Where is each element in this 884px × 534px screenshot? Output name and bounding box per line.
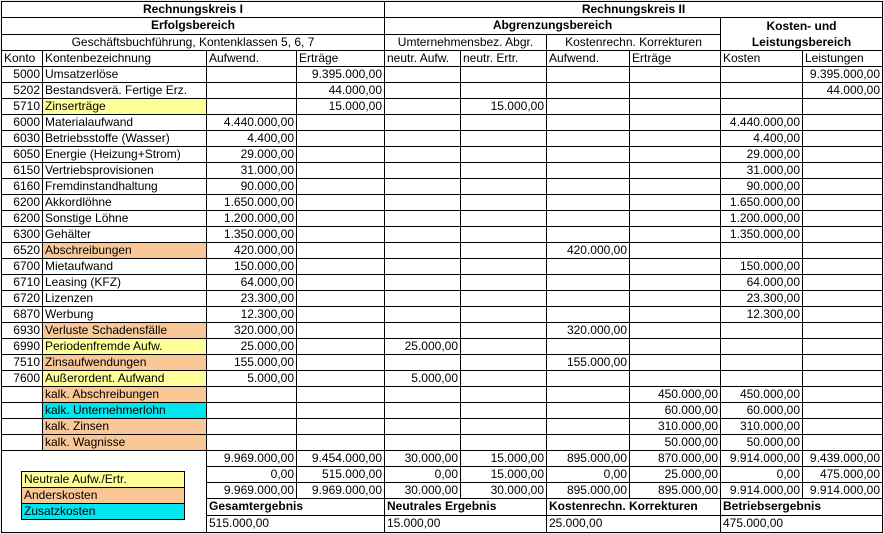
row-kertr-cell[interactable] [630,147,721,163]
total-cell[interactable]: 0,00 [207,467,297,483]
row-konto-cell[interactable] [2,403,43,419]
row-aufw-cell[interactable]: 29.000,00 [207,147,297,163]
row-name-cell[interactable]: Bestandsverä. Fertige Erz. [43,83,207,99]
row-kertr-cell[interactable]: 450.000,00 [630,387,721,403]
row-konto-cell[interactable]: 5202 [2,83,43,99]
column-header[interactable]: Leistungen [803,51,883,67]
row-naufw-cell[interactable] [385,99,461,115]
row-kosten-cell[interactable] [721,83,803,99]
row-kertr-cell[interactable] [630,355,721,371]
row-leist-cell[interactable]: 9.395.000,00 [803,67,883,83]
header-kosten-leistungsbereich [721,18,883,51]
total-cell[interactable]: 15.000,00 [461,467,547,483]
column-header[interactable]: Aufwend. [207,51,297,67]
row-naufw-cell[interactable] [385,355,461,371]
row-naufw-cell[interactable] [385,387,461,403]
spreadsheet [1,1,883,533]
row-kosten-cell[interactable]: 90.000,00 [721,179,803,195]
row-nertr-cell[interactable] [461,307,547,323]
total-cell[interactable]: 9.969.000,00 [207,451,297,467]
row-name-cell[interactable]: Sonstige Löhne [43,211,207,227]
row-aufw-cell[interactable] [207,403,297,419]
row-kosten-cell[interactable]: 50.000,00 [721,435,803,451]
row-naufw-cell[interactable] [385,83,461,99]
row-kaufw-cell[interactable] [547,387,630,403]
total-cell[interactable]: 895.000,00 [630,483,721,499]
column-header[interactable]: Erträge [630,51,721,67]
row-konto-cell[interactable]: 6160 [2,179,43,195]
row-kosten-cell[interactable] [721,355,803,371]
legend-item: Zusatzkosten [21,503,185,520]
row-kosten-cell[interactable]: 150.000,00 [721,259,803,275]
total-cell[interactable]: 30.000,00 [385,483,461,499]
result-label: Gesamtergebnis [207,499,385,516]
row-aufw-cell[interactable]: 23.300,00 [207,291,297,307]
row-konto-cell[interactable]: 7600 [2,371,43,387]
row-kaufw-cell[interactable] [547,83,630,99]
row-ertr-cell[interactable] [297,163,385,179]
result-value[interactable]: 515.000,00 [207,516,385,533]
header-rechnungskreis-1: Rechnungskreis I [2,2,385,18]
total-cell[interactable]: 9.439.000,00 [803,451,883,467]
row-ertr-cell[interactable] [297,339,385,355]
row-nertr-cell[interactable]: 15.000,00 [461,99,547,115]
header-abgrenzungsbereich: Abgrenzungsbereich [385,18,721,35]
row-ertr-cell[interactable] [297,387,385,403]
row-konto-cell[interactable]: 6000 [2,115,43,131]
header-kosten-line2: Leistungsbereich [751,35,852,49]
row-name-cell[interactable]: Verluste Schadensfälle [43,323,207,339]
row-leist-cell[interactable] [803,115,883,131]
row-nertr-cell[interactable] [461,67,547,83]
row-leist-cell[interactable] [803,435,883,451]
row-ertr-cell[interactable]: 9.395.000,00 [297,67,385,83]
column-header[interactable]: Erträge [297,51,385,67]
row-leist-cell[interactable] [803,323,883,339]
column-header[interactable]: neutr. Aufw. [385,51,461,67]
legend-item: Anderskosten [21,487,185,504]
row-naufw-cell[interactable] [385,211,461,227]
row-ertr-cell[interactable] [297,195,385,211]
row-kertr-cell[interactable] [630,323,721,339]
total-cell[interactable]: 475.000,00 [803,467,883,483]
column-header[interactable]: Kosten [721,51,803,67]
row-name-cell[interactable]: Außerordent. Aufwand [43,371,207,387]
row-kaufw-cell[interactable]: 320.000,00 [547,323,630,339]
row-leist-cell[interactable] [803,419,883,435]
row-name-cell[interactable]: Vertriebsprovisionen [43,163,207,179]
row-kosten-cell[interactable] [721,323,803,339]
row-kertr-cell[interactable] [630,307,721,323]
row-konto-cell[interactable]: 6030 [2,131,43,147]
row-kaufw-cell[interactable] [547,227,630,243]
total-cell[interactable]: 30.000,00 [461,483,547,499]
row-kertr-cell[interactable] [630,179,721,195]
row-leist-cell[interactable] [803,147,883,163]
row-nertr-cell[interactable] [461,387,547,403]
row-leist-cell[interactable] [803,179,883,195]
total-cell[interactable]: 15.000,00 [461,451,547,467]
row-aufw-cell[interactable]: 320.000,00 [207,323,297,339]
row-aufw-cell[interactable]: 31.000,00 [207,163,297,179]
row-leist-cell[interactable] [803,291,883,307]
row-konto-cell[interactable]: 6200 [2,195,43,211]
row-nertr-cell[interactable] [461,339,547,355]
row-name-cell[interactable]: kalk. Abschreibungen [43,387,207,403]
row-kaufw-cell[interactable] [547,435,630,451]
result-value[interactable]: 475.000,00 [721,516,883,533]
row-name-cell[interactable]: Mietaufwand [43,259,207,275]
row-kosten-cell[interactable] [721,371,803,387]
header-geschaeftsbuchfuehrung: Geschäftsbuchführung, Kontenklassen 5, 6, 7 [2,35,385,51]
row-nertr-cell[interactable] [461,227,547,243]
total-cell[interactable]: 9.969.000,00 [207,483,297,499]
row-ertr-cell[interactable] [297,179,385,195]
row-kaufw-cell[interactable] [547,163,630,179]
row-kaufw-cell[interactable] [547,131,630,147]
row-ertr-cell[interactable]: 15.000,00 [297,99,385,115]
row-kaufw-cell[interactable] [547,195,630,211]
row-kaufw-cell[interactable] [547,339,630,355]
row-naufw-cell[interactable] [385,259,461,275]
row-kosten-cell[interactable]: 1.650.000,00 [721,195,803,211]
row-konto-cell[interactable] [2,419,43,435]
total-cell[interactable]: 9.454.000,00 [297,451,385,467]
row-kertr-cell[interactable] [630,131,721,147]
row-konto-cell[interactable]: 6700 [2,259,43,275]
row-leist-cell[interactable] [803,195,883,211]
row-kaufw-cell[interactable] [547,403,630,419]
row-name-cell[interactable]: Betriebsstoffe (Wasser) [43,131,207,147]
row-leist-cell[interactable] [803,307,883,323]
row-leist-cell[interactable] [803,227,883,243]
row-kosten-cell[interactable]: 4.400,00 [721,131,803,147]
row-kaufw-cell[interactable] [547,67,630,83]
row-aufw-cell[interactable]: 1.650.000,00 [207,195,297,211]
row-naufw-cell[interactable] [385,195,461,211]
row-konto-cell[interactable]: 6150 [2,163,43,179]
row-name-cell[interactable]: Gehälter [43,227,207,243]
row-nertr-cell[interactable] [461,211,547,227]
header-rechnungskreis-2: Rechnungskreis II [385,2,883,18]
total-cell[interactable]: 25.000,00 [630,467,721,483]
row-naufw-cell[interactable] [385,291,461,307]
row-konto-cell[interactable]: 5710 [2,99,43,115]
row-nertr-cell[interactable] [461,259,547,275]
row-konto-cell[interactable]: 6300 [2,227,43,243]
row-name-cell[interactable]: kalk. Wagnisse [43,435,207,451]
row-kosten-cell[interactable] [721,243,803,259]
row-kosten-cell[interactable]: 12.300,00 [721,307,803,323]
column-header[interactable]: Kontenbezeichnung [43,51,207,67]
row-kertr-cell[interactable] [630,291,721,307]
total-cell[interactable]: 870.000,00 [630,451,721,467]
row-ertr-cell[interactable] [297,227,385,243]
row-kaufw-cell[interactable] [547,371,630,387]
row-konto-cell[interactable]: 6990 [2,339,43,355]
row-leist-cell[interactable] [803,99,883,115]
row-kaufw-cell[interactable] [547,211,630,227]
row-aufw-cell[interactable]: 4.440.000,00 [207,115,297,131]
row-aufw-cell[interactable] [207,99,297,115]
row-kertr-cell[interactable] [630,243,721,259]
row-naufw-cell[interactable] [385,243,461,259]
row-leist-cell[interactable] [803,355,883,371]
row-kertr-cell[interactable]: 60.000,00 [630,403,721,419]
row-ertr-cell[interactable] [297,243,385,259]
row-leist-cell[interactable] [803,211,883,227]
row-kosten-cell[interactable]: 60.000,00 [721,403,803,419]
row-nertr-cell[interactable] [461,195,547,211]
row-nertr-cell[interactable] [461,435,547,451]
row-aufw-cell[interactable] [207,435,297,451]
row-ertr-cell[interactable] [297,307,385,323]
row-name-cell[interactable]: Zinsaufwendungen [43,355,207,371]
row-leist-cell[interactable] [803,275,883,291]
row-leist-cell[interactable] [803,371,883,387]
result-label: Neutrales Ergebnis [385,499,547,516]
row-kertr-cell[interactable] [630,115,721,131]
row-naufw-cell[interactable]: 25.000,00 [385,339,461,355]
row-kosten-cell[interactable]: 64.000,00 [721,275,803,291]
row-name-cell[interactable]: Fremdinstandhaltung [43,179,207,195]
total-cell[interactable]: 9.914.000,00 [721,451,803,467]
row-kaufw-cell[interactable] [547,99,630,115]
row-naufw-cell[interactable] [385,67,461,83]
row-nertr-cell[interactable] [461,371,547,387]
header-kostenrechn-korrekturen: Kostenrechn. Korrekturen [547,35,721,51]
total-cell[interactable]: 9.969.000,00 [297,483,385,499]
row-kosten-cell[interactable] [721,67,803,83]
row-kosten-cell[interactable]: 29.000,00 [721,147,803,163]
row-kosten-cell[interactable]: 4.440.000,00 [721,115,803,131]
row-ertr-cell[interactable] [297,355,385,371]
row-ertr-cell[interactable] [297,259,385,275]
row-name-cell[interactable]: Werbung [43,307,207,323]
row-naufw-cell[interactable] [385,323,461,339]
row-kaufw-cell[interactable] [547,275,630,291]
row-kosten-cell[interactable]: 31.000,00 [721,163,803,179]
row-kaufw-cell[interactable] [547,419,630,435]
column-header[interactable]: neutr. Ertr. [461,51,547,67]
row-naufw-cell[interactable] [385,275,461,291]
row-nertr-cell[interactable] [461,131,547,147]
row-leist-cell[interactable] [803,259,883,275]
row-leist-cell[interactable] [803,339,883,355]
row-ertr-cell[interactable] [297,275,385,291]
row-kosten-cell[interactable]: 1.350.000,00 [721,227,803,243]
row-aufw-cell[interactable]: 1.350.000,00 [207,227,297,243]
row-ertr-cell[interactable] [297,371,385,387]
row-nertr-cell[interactable] [461,355,547,371]
legend-item: Neutrale Aufw./Ertr. [21,471,185,488]
row-kertr-cell[interactable] [630,259,721,275]
row-kertr-cell[interactable] [630,211,721,227]
row-name-cell[interactable]: Periodenfremde Aufw. [43,339,207,355]
row-nertr-cell[interactable] [461,83,547,99]
row-kertr-cell[interactable] [630,227,721,243]
row-leist-cell[interactable] [803,243,883,259]
row-kosten-cell[interactable] [721,339,803,355]
row-naufw-cell[interactable] [385,131,461,147]
row-kertr-cell[interactable] [630,275,721,291]
row-aufw-cell[interactable]: 25.000,00 [207,339,297,355]
row-aufw-cell[interactable]: 90.000,00 [207,179,297,195]
row-naufw-cell[interactable] [385,419,461,435]
row-kaufw-cell[interactable] [547,115,630,131]
row-kertr-cell[interactable] [630,83,721,99]
row-name-cell[interactable]: Umsatzerlöse [43,67,207,83]
row-kaufw-cell[interactable] [547,179,630,195]
row-naufw-cell[interactable] [385,403,461,419]
row-ertr-cell[interactable] [297,403,385,419]
row-kosten-cell[interactable]: 450.000,00 [721,387,803,403]
row-name-cell[interactable]: Abschreibungen [43,243,207,259]
row-leist-cell[interactable] [803,131,883,147]
row-naufw-cell[interactable] [385,179,461,195]
row-naufw-cell[interactable] [385,163,461,179]
row-kaufw-cell[interactable] [547,291,630,307]
total-cell[interactable]: 0,00 [721,467,803,483]
header-erfolgsbereich: Erfolgsbereich [2,18,385,35]
row-konto-cell[interactable]: 7510 [2,355,43,371]
row-kertr-cell[interactable] [630,99,721,115]
row-konto-cell[interactable]: 6050 [2,147,43,163]
row-leist-cell[interactable]: 44.000,00 [803,83,883,99]
total-cell[interactable]: 0,00 [547,467,630,483]
row-name-cell[interactable]: Materialaufwand [43,115,207,131]
row-konto-cell[interactable]: 6930 [2,323,43,339]
row-kertr-cell[interactable] [630,195,721,211]
column-header[interactable]: Aufwend. [547,51,630,67]
row-name-cell[interactable]: kalk. Zinsen [43,419,207,435]
row-konto-cell[interactable]: 6200 [2,211,43,227]
row-kosten-cell[interactable]: 310.000,00 [721,419,803,435]
total-cell[interactable]: 515.000,00 [297,467,385,483]
row-nertr-cell[interactable] [461,179,547,195]
row-konto-cell[interactable]: 6710 [2,275,43,291]
row-leist-cell[interactable] [803,387,883,403]
row-ertr-cell[interactable] [297,147,385,163]
result-label: Kostenrechn. Korrekturen [547,499,721,516]
row-kertr-cell[interactable]: 310.000,00 [630,419,721,435]
row-aufw-cell[interactable]: 5.000,00 [207,371,297,387]
result-label: Betriebsergebnis [721,499,883,516]
header-kosten-line1: Kosten- und [766,19,837,33]
row-nertr-cell[interactable] [461,291,547,307]
row-name-cell[interactable]: Lizenzen [43,291,207,307]
row-kaufw-cell[interactable] [547,307,630,323]
row-naufw-cell[interactable]: 5.000,00 [385,371,461,387]
row-name-cell[interactable]: Energie (Heizung+Strom) [43,147,207,163]
row-aufw-cell[interactable]: 64.000,00 [207,275,297,291]
row-nertr-cell[interactable] [461,323,547,339]
row-kertr-cell[interactable] [630,339,721,355]
row-aufw-cell[interactable]: 1.200.000,00 [207,211,297,227]
row-aufw-cell[interactable]: 150.000,00 [207,259,297,275]
total-cell[interactable]: 895.000,00 [547,483,630,499]
row-naufw-cell[interactable] [385,307,461,323]
row-konto-cell[interactable]: 6520 [2,243,43,259]
row-kaufw-cell[interactable] [547,147,630,163]
row-kertr-cell[interactable]: 50.000,00 [630,435,721,451]
total-cell[interactable]: 0,00 [385,467,461,483]
total-cell[interactable]: 895.000,00 [547,451,630,467]
total-cell[interactable]: 30.000,00 [385,451,461,467]
row-kaufw-cell[interactable] [547,259,630,275]
total-cell[interactable]: 9.914.000,00 [721,483,803,499]
row-kosten-cell[interactable]: 1.200.000,00 [721,211,803,227]
row-konto-cell[interactable]: 6870 [2,307,43,323]
row-kaufw-cell[interactable]: 155.000,00 [547,355,630,371]
row-leist-cell[interactable] [803,403,883,419]
row-nertr-cell[interactable] [461,115,547,131]
row-name-cell[interactable]: Akkordlöhne [43,195,207,211]
row-kertr-cell[interactable] [630,67,721,83]
row-aufw-cell[interactable] [207,67,297,83]
row-kaufw-cell[interactable]: 420.000,00 [547,243,630,259]
row-ertr-cell[interactable] [297,419,385,435]
row-ertr-cell[interactable] [297,131,385,147]
row-ertr-cell[interactable] [297,211,385,227]
row-name-cell[interactable]: kalk. Unternehmerlohn [43,403,207,419]
row-aufw-cell[interactable]: 420.000,00 [207,243,297,259]
row-ertr-cell[interactable] [297,115,385,131]
row-aufw-cell[interactable] [207,83,297,99]
row-aufw-cell[interactable] [207,419,297,435]
row-ertr-cell[interactable]: 44.000,00 [297,83,385,99]
row-konto-cell[interactable] [2,435,43,451]
row-kosten-cell[interactable] [721,99,803,115]
row-nertr-cell[interactable] [461,275,547,291]
row-ertr-cell[interactable] [297,435,385,451]
row-kosten-cell[interactable]: 23.300,00 [721,291,803,307]
row-leist-cell[interactable] [803,163,883,179]
row-nertr-cell[interactable] [461,243,547,259]
row-name-cell[interactable]: Leasing (KFZ) [43,275,207,291]
row-ertr-cell[interactable] [297,323,385,339]
row-kertr-cell[interactable] [630,371,721,387]
total-cell[interactable]: 9.914.000,00 [803,483,883,499]
row-konto-cell[interactable]: 5000 [2,67,43,83]
column-header[interactable]: Konto [2,51,43,67]
header-unternehmensbez-abgr: Umternehmensbez. Abgr. [385,35,547,51]
row-naufw-cell[interactable] [385,435,461,451]
row-aufw-cell[interactable]: 4.400,00 [207,131,297,147]
result-value[interactable]: 15.000,00 [385,516,547,533]
row-naufw-cell[interactable] [385,227,461,243]
row-name-cell[interactable]: Zinserträge [43,99,207,115]
row-konto-cell[interactable] [2,387,43,403]
row-aufw-cell[interactable] [207,387,297,403]
row-naufw-cell[interactable] [385,115,461,131]
row-naufw-cell[interactable] [385,147,461,163]
row-konto-cell[interactable]: 6720 [2,291,43,307]
row-nertr-cell[interactable] [461,147,547,163]
row-nertr-cell[interactable] [461,419,547,435]
row-aufw-cell[interactable]: 12.300,00 [207,307,297,323]
row-kertr-cell[interactable] [630,163,721,179]
result-value[interactable]: 25.000,00 [547,516,721,533]
row-nertr-cell[interactable] [461,403,547,419]
row-ertr-cell[interactable] [297,291,385,307]
row-aufw-cell[interactable]: 155.000,00 [207,355,297,371]
row-nertr-cell[interactable] [461,163,547,179]
